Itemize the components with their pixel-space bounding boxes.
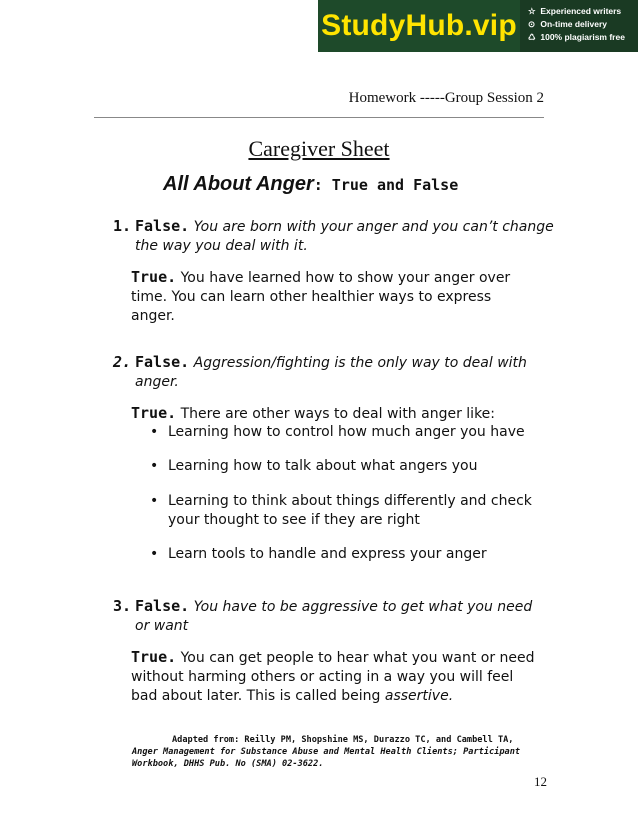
star-icon: ☆ (528, 6, 536, 16)
false-line: the way you deal with it. (135, 238, 308, 254)
true-line: time. You can learn other healthier ways to express (131, 289, 492, 305)
bullet-dot: • (150, 546, 159, 562)
header-divider (94, 117, 544, 118)
true-end-italic: assertive. (384, 688, 454, 704)
false-line: Aggression/fighting is the only way to deal with (193, 355, 527, 371)
true-line: There are other ways to deal with anger like: (180, 406, 496, 422)
false-statement (135, 217, 555, 256)
page-title: Caregiver Sheet (248, 136, 390, 161)
page-header: Homework -----Group Session 2 (348, 90, 544, 106)
citation-italic: Anger Management for Substance Abuse and Mental Health Clients; Participant Workbook, DHHS Pub. No (SMA) 02-3622. (132, 747, 521, 769)
true-label: True. (131, 648, 177, 666)
bullet-dot: • (150, 458, 159, 474)
studyhub-banner[interactable] (318, 0, 638, 52)
clock-icon: ⊙ (528, 19, 536, 29)
feature-plagiarism-free: ♺ 100% plagiarism free (528, 32, 625, 42)
false-line: You are born with your anger and you can’t change (193, 219, 554, 235)
false-line: You have to be aggressive to get what you need (193, 599, 533, 615)
true-line: without harming others or acting in a way you will feel (131, 669, 514, 685)
true-label: True. (131, 404, 177, 422)
studyhub-logo[interactable]: StudyHub.vip (318, 0, 520, 52)
false-label: False. (135, 353, 190, 371)
true-line: You can get people to hear what you want or need (180, 650, 535, 666)
subtitle-rest: : True and False (313, 176, 459, 194)
true-line: anger. (131, 308, 175, 324)
feature-on-time-delivery: ⊙ On-time delivery (528, 19, 607, 29)
item-number: 3. (113, 597, 132, 615)
true-statement (131, 404, 551, 424)
recycle-icon: ♺ (528, 32, 536, 42)
false-line: anger. (135, 374, 179, 390)
true-line: You have learned how to show your anger over (180, 270, 511, 286)
true-line: bad about later. This is called being (131, 688, 385, 704)
false-label: False. (135, 597, 190, 615)
citation-plain: Adapted from: Reilly PM, Shopshine MS, Durazzo TC, and Cambell TA, (172, 735, 514, 745)
banner-features (528, 5, 638, 44)
false-label: False. (135, 217, 190, 235)
false-statement (135, 353, 555, 392)
bullet-dot: • (150, 493, 159, 509)
true-statement (131, 648, 571, 706)
true-label: True. (131, 268, 177, 286)
item-number: 1. (113, 217, 132, 235)
page-number: 12 (534, 774, 547, 789)
false-line: or want (135, 618, 189, 634)
true-statement (131, 268, 551, 326)
item-number: 2. (113, 353, 132, 371)
page-subtitle (163, 173, 458, 196)
citation-footnote (132, 734, 542, 770)
false-statement (135, 597, 555, 636)
bullet-dot: • (150, 424, 159, 440)
feature-experienced-writers: ☆ Experienced writers (528, 6, 622, 16)
subtitle-main: All About Anger (163, 173, 314, 195)
